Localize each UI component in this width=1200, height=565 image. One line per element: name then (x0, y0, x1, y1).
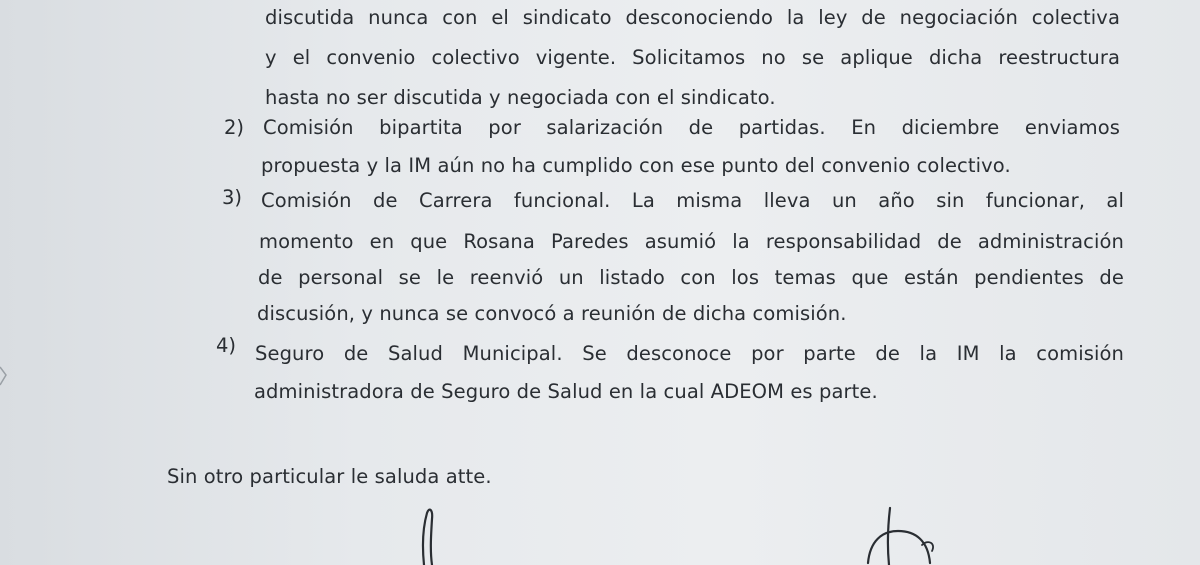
item-3-number: 3) (222, 186, 243, 209)
item-2-line-2: propuesta y la IM aún no ha cumplido con ese punto del convenio colectivo. (261, 154, 1011, 177)
signature-right (860, 505, 950, 565)
edge-mark (0, 365, 8, 387)
item-3-line-2: momento en que Rosana Paredes asumió la responsabilidad de administración (259, 230, 1124, 253)
item-1-line-1: discutida nunca con el sindicato desconociendo la ley de negociación colectiva (265, 6, 1120, 29)
item-2-number: 2) (224, 116, 245, 139)
item-4-line-2: administradora de Seguro de Salud en la cual ADEOM es parte. (254, 380, 878, 403)
item-1-line-2: y el convenio colectivo vigente. Solicitamos no se aplique dicha reestructura (265, 46, 1120, 69)
item-2-line-1: Comisión bipartita por salarización de partidas. En diciembre enviamos (263, 116, 1120, 139)
item-3-line-3: de personal se le reenvió un listado con los temas que están pendientes de (258, 266, 1124, 289)
closing-line: Sin otro particular le saluda atte. (167, 465, 492, 488)
item-1-line-3: hasta no ser discutida y negociada con el sindicato. (265, 86, 776, 109)
item-3-line-4: discusión, y nunca se convocó a reunión de dicha comisión. (257, 302, 847, 325)
item-3-line-1: Comisión de Carrera funcional. La misma lleva un año sin funcionar, al (261, 189, 1124, 212)
item-4-number: 4) (216, 334, 237, 357)
item-4-line-1: Seguro de Salud Municipal. Se desconoce por parte de la IM la comisión (255, 342, 1124, 365)
signature-left (410, 505, 450, 565)
